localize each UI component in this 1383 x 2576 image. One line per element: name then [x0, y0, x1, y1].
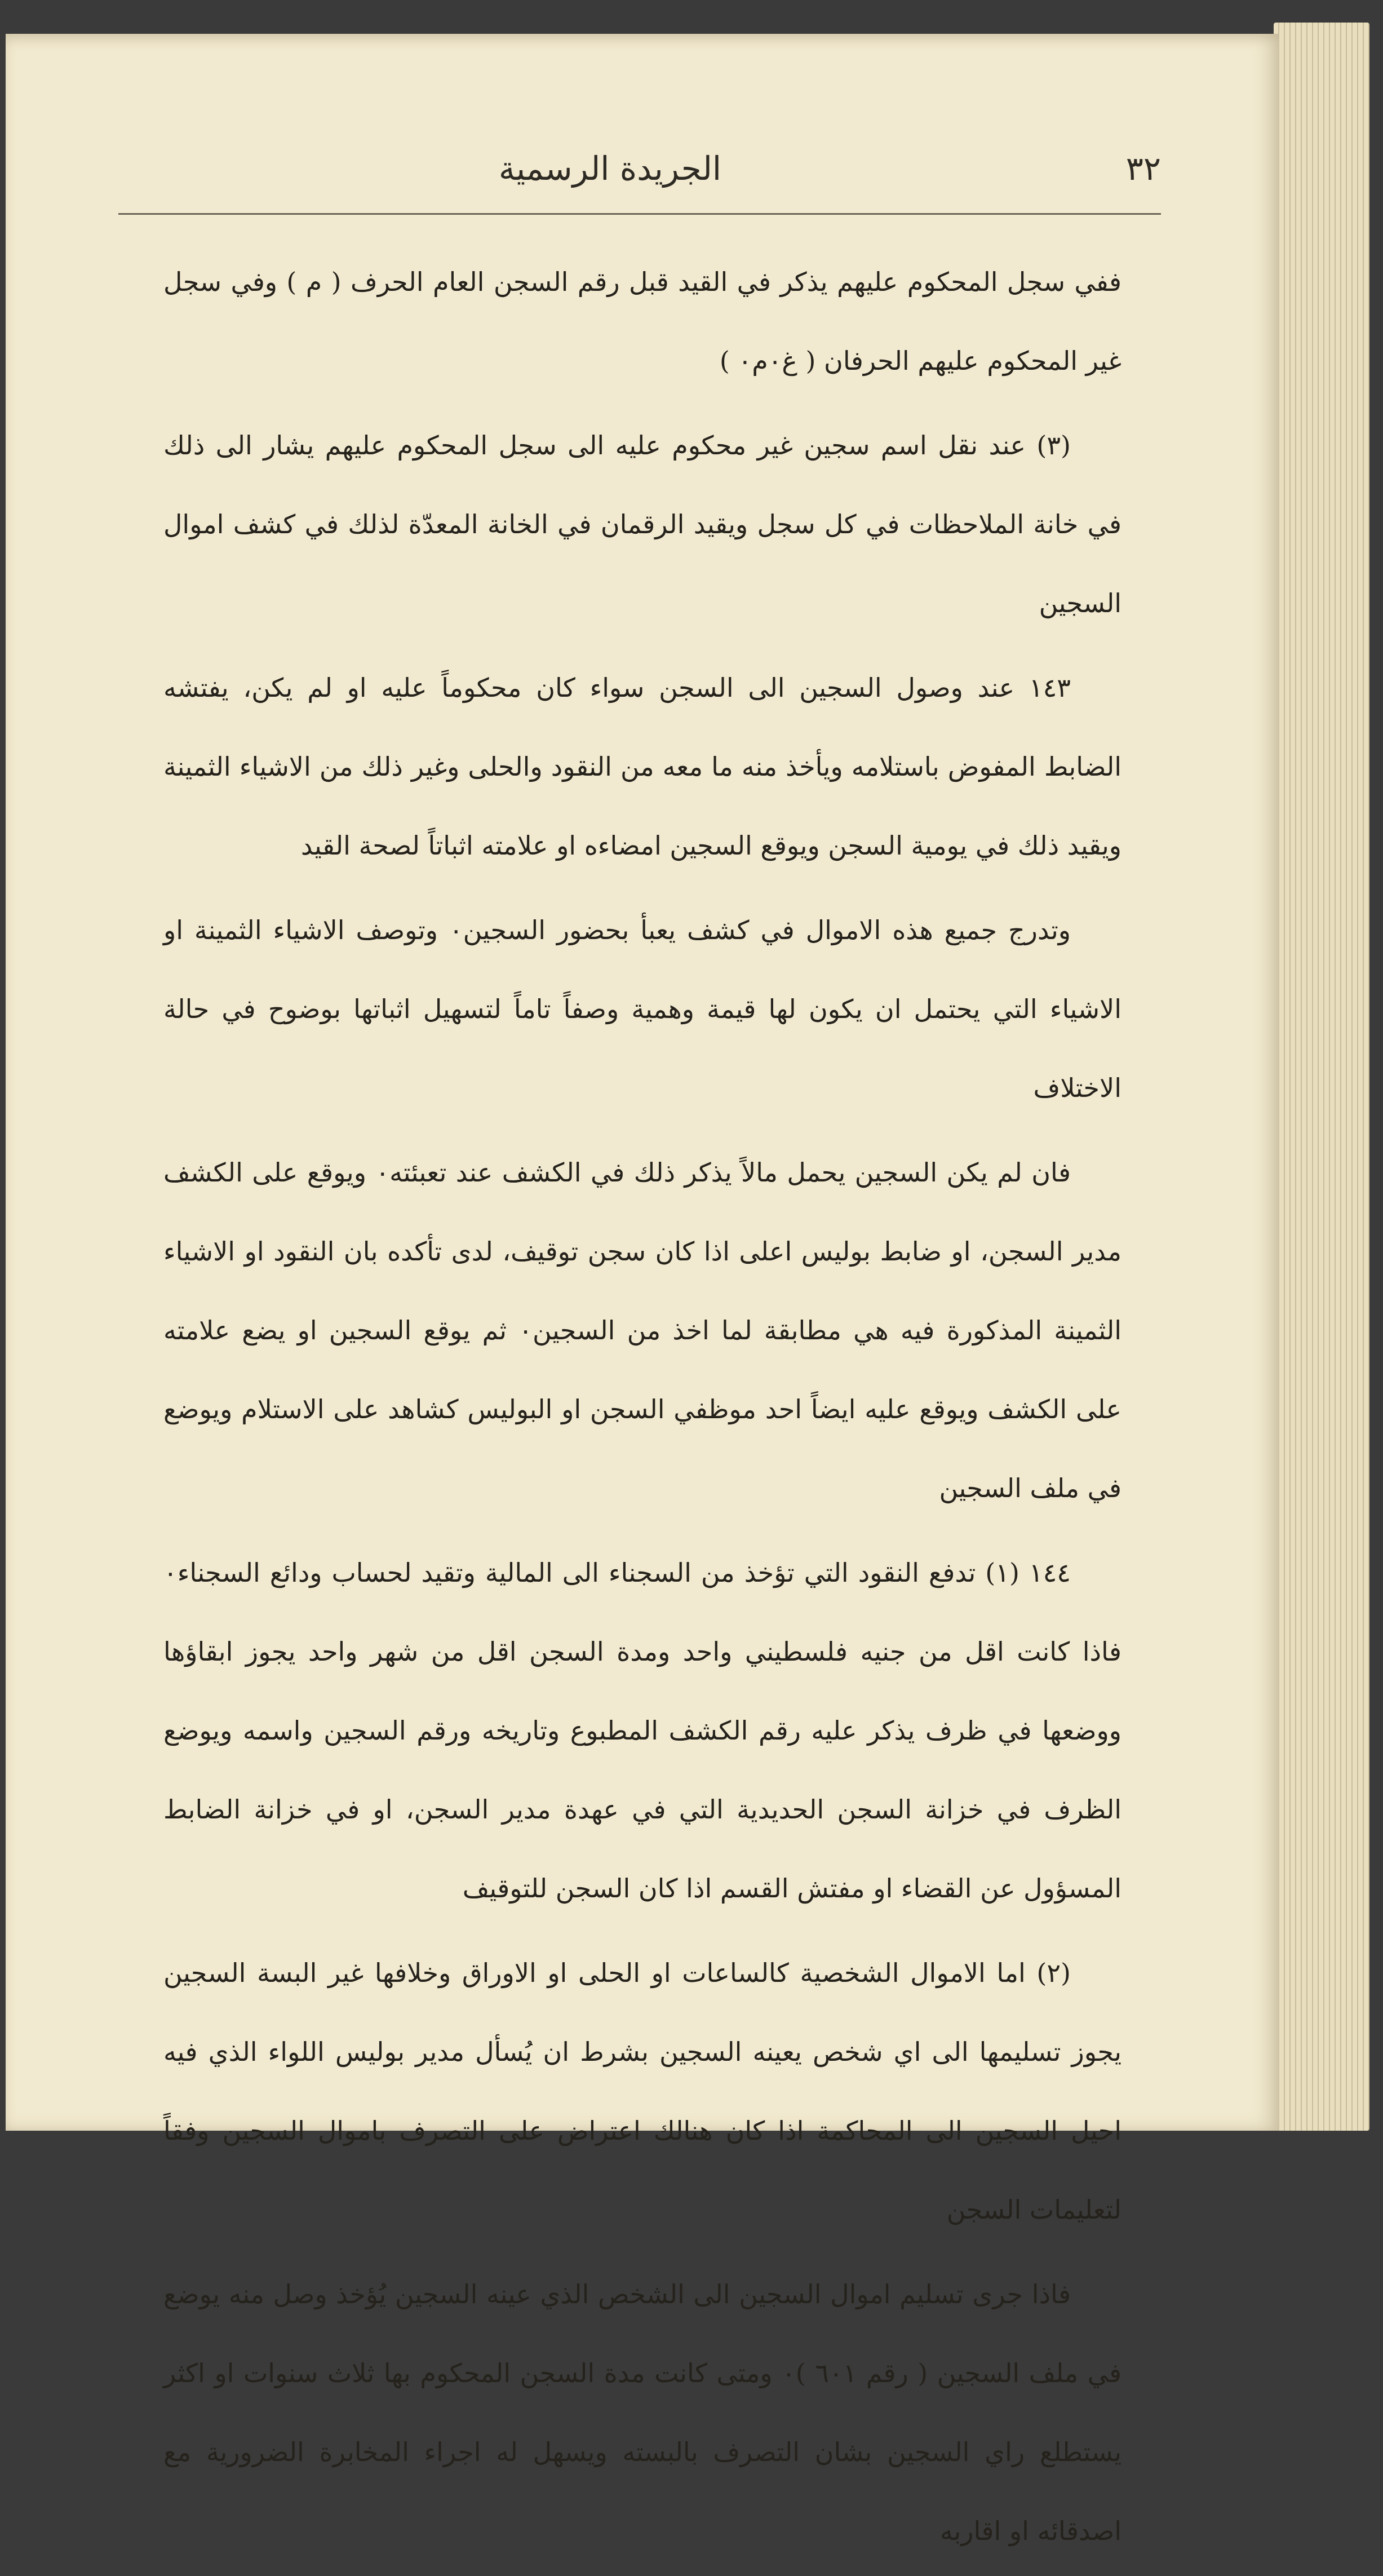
document-page — [6, 34, 1279, 2546]
page-edges — [1274, 23, 1369, 2131]
paragraph: وتدرج جميع هذه الاموال في كشف يعبأ بحضور السجين٠ وتوصف الاشياء الثمينة او الاشياء التي يحتمل ان يكون لها قيمة وهمية وصفاً تاماً لتسهيل اثباتها بوضوح في حالة الاختلاف — [163, 915, 1122, 1103]
paragraph: (٣) عند نقل اسم سجين غير محكوم عليه الى سجل المحكوم عليهم يشار الى ذلك في خانة الملاحظات في كل سجل ويقيد الرقمان في الخانة المعدّة لذلك في كشف اموال السجين — [163, 430, 1122, 618]
paragraph: ١٤٤ (١) تدفع النقود التي تؤخذ من السجناء الى المالية وتقيد لحساب ودائع السجناء٠ فاذا كانت اقل من جنيه فلسطيني واحد ومدة السجن اقل من شهر واحد يجوز ابقاؤها ووضعها في ظرف يذكر عليه رقم الكشف المطبوع وتاريخه ورقم السجين واسمه ويوضع الظرف في خزانة السجن الحديدية التي في عهدة مدير السجن، او في خزانة الضابط المسؤول عن القضاء او مفتش القسم اذا كان السجن للتوقيف — [163, 1557, 1122, 1904]
body-text — [163, 242, 1122, 2576]
page-number: ٣٢ — [1125, 149, 1161, 188]
page-header — [118, 138, 1161, 200]
paragraph: ١٤٣ عند وصول السجين الى السجن سواء كان محكوماً عليه او لم يكن، يفتشه الضابط المفوض باستلامه ويأخذ منه ما معه من النقود والحلى وغير ذلك من الاشياء الثمينة ويقيد ذلك في يومية السجن ويوقع السجين امضاءه او علامته اثباتاً لصحة القيد — [163, 672, 1122, 861]
paragraph: ففي سجل المحكوم عليهم يذكر في القيد قبل رقم السجن العام الحرف ( م ) وفي سجل غير المحكوم عليهم الحرفان ( غ٠م٠ ) — [163, 267, 1122, 376]
paragraph: (٢) اما الاموال الشخصية كالساعات او الحلى او الاوراق وخلافها غير البسة السجين يجوز تسليمها الى اي شخص يعينه السجين بشرط ان يُسأل مدير بوليس اللواء الذي فيه احيل السجين الى المحاكمة اذا كان هنالك اعتراض على التصرف باموال السجين وفقاً لتعليمات السجن — [163, 1958, 1122, 2225]
running-title: الجريدة الرسمية — [498, 149, 721, 188]
header-rule — [118, 213, 1161, 215]
paragraph: فان لم يكن السجين يحمل مالاً يذكر ذلك في الكشف عند تعبئته٠ ويوقع على الكشف مدير السجن، او ضابط بوليس اعلى اذا كان سجن توقيف، لدى تأكده بان النقود او الاشياء الثمينة المذكورة فيه هي مطابقة لما اخذ من السجين٠ ثم يوقع السجين او يضع علامته على الكشف ويوقع عليه ايضاً احد موظفي السجن او البوليس كشاهد على الاستلام ويوضع في ملف السجين — [163, 1157, 1122, 1503]
paragraph: فاذا جرى تسليم اموال السجين الى الشخص الذي عينه السجين يُؤخذ وصل منه يوضع في ملف السجين ( رقم ٦٠١ )٠ ومتى كانت مدة السجن المحكوم بها ثلاث سنوات او اكثر يستطلع راي السجين بشان التصرف بالبسته ويسهل له اجراء المخابرة الضرورية مع اصدقائه او اقاربه — [163, 2279, 1122, 2546]
